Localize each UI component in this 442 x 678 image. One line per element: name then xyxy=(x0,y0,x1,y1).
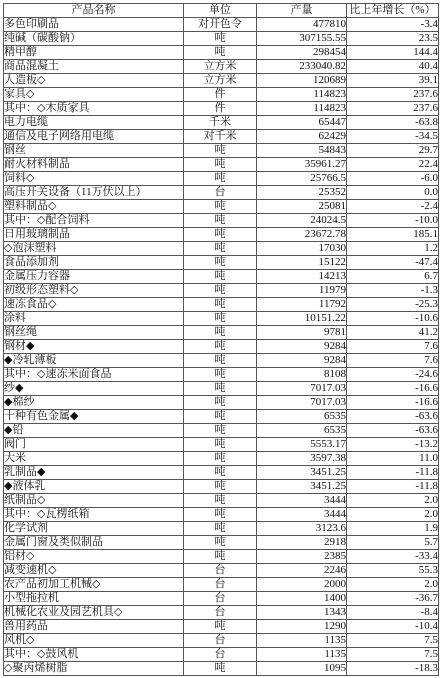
unit: 台 xyxy=(184,578,257,592)
table-row xyxy=(4,620,439,634)
table-row xyxy=(4,172,439,186)
growth: -63.6 xyxy=(347,424,439,438)
output: 3444 xyxy=(257,508,347,522)
table-row xyxy=(4,396,439,410)
output: 9781 xyxy=(257,326,347,340)
growth: -16.6 xyxy=(347,382,439,396)
unit: 吨 xyxy=(184,200,257,214)
table-row xyxy=(4,158,439,172)
unit: 吨 xyxy=(184,620,257,634)
unit: 对开色令 xyxy=(184,18,257,32)
product-name: 饲料◇ xyxy=(4,172,184,186)
product-name: 纱◆ xyxy=(4,382,184,396)
unit: 吨 xyxy=(184,466,257,480)
table-row xyxy=(4,592,439,606)
output: 3451.25 xyxy=(257,466,347,480)
table-row xyxy=(4,494,439,508)
output: 233040.82 xyxy=(257,60,347,74)
unit: 吨 xyxy=(184,550,257,564)
product-name: 初级形态塑料◇ xyxy=(4,284,184,298)
growth: -63.6 xyxy=(347,410,439,424)
product-name: ◇聚丙烯树脂 xyxy=(4,662,184,676)
output: 3597.38 xyxy=(257,452,347,466)
table-row xyxy=(4,298,439,312)
unit: 台 xyxy=(184,186,257,200)
output: 1290 xyxy=(257,620,347,634)
output: 62429 xyxy=(257,130,347,144)
growth: -11.8 xyxy=(347,466,439,480)
unit: 吨 xyxy=(184,172,257,186)
unit: 吨 xyxy=(184,410,257,424)
output: 5553.17 xyxy=(257,438,347,452)
unit: 吨 xyxy=(184,242,257,256)
growth: 11.0 xyxy=(347,452,439,466)
product-name: 钢丝绳 xyxy=(4,326,184,340)
growth: 7.5 xyxy=(347,634,439,648)
growth: -16.6 xyxy=(347,396,439,410)
product-output-table xyxy=(3,3,439,676)
unit: 吨 xyxy=(184,158,257,172)
product-name: 钢丝 xyxy=(4,144,184,158)
product-name: 商品混凝土 xyxy=(4,60,184,74)
unit: 立方米 xyxy=(184,74,257,88)
table-row xyxy=(4,326,439,340)
growth: -10.4 xyxy=(347,620,439,634)
product-name: ◆铅 xyxy=(4,424,184,438)
growth: -47.4 xyxy=(347,256,439,270)
output: 35961.27 xyxy=(257,158,347,172)
output: 120689 xyxy=(257,74,347,88)
header-unit: 单位 xyxy=(184,4,257,18)
output: 1135 xyxy=(257,634,347,648)
product-name: 塑料制品◇ xyxy=(4,200,184,214)
table-row xyxy=(4,452,439,466)
growth: 0.0 xyxy=(347,186,439,200)
table-row xyxy=(4,480,439,494)
product-name: 日用玻璃制品 xyxy=(4,228,184,242)
table-row xyxy=(4,340,439,354)
growth: -3.4 xyxy=(347,18,439,32)
growth: -33.4 xyxy=(347,550,439,564)
output: 15122 xyxy=(257,256,347,270)
table-row xyxy=(4,116,439,130)
table-row xyxy=(4,368,439,382)
table-row xyxy=(4,634,439,648)
output: 6535 xyxy=(257,424,347,438)
unit: 吨 xyxy=(184,326,257,340)
growth: -34.5 xyxy=(347,130,439,144)
product-name: 农产品初加工机械◇ xyxy=(4,578,184,592)
growth: 1.9 xyxy=(347,522,439,536)
table-row xyxy=(4,270,439,284)
growth: -2.4 xyxy=(347,200,439,214)
product-name: 金属压力容器 xyxy=(4,270,184,284)
unit: 台 xyxy=(184,564,257,578)
table-row xyxy=(4,522,439,536)
growth: 6.7 xyxy=(347,270,439,284)
output: 1343 xyxy=(257,606,347,620)
output: 3123.6 xyxy=(257,522,347,536)
output: 14213 xyxy=(257,270,347,284)
table-row xyxy=(4,130,439,144)
table-row xyxy=(4,18,439,32)
unit: 吨 xyxy=(184,494,257,508)
product-name: 人造板◇ xyxy=(4,74,184,88)
unit: 吨 xyxy=(184,382,257,396)
growth: 2.0 xyxy=(347,494,439,508)
unit: 吨 xyxy=(184,452,257,466)
output: 24024.5 xyxy=(257,214,347,228)
unit: 台 xyxy=(184,634,257,648)
product-name: 十种有色金属◆ xyxy=(4,410,184,424)
unit: 吨 xyxy=(184,508,257,522)
output: 3451.25 xyxy=(257,480,347,494)
table-row xyxy=(4,312,439,326)
unit: 件 xyxy=(184,88,257,102)
table-row xyxy=(4,74,439,88)
output: 23672.78 xyxy=(257,228,347,242)
unit: 千米 xyxy=(184,116,257,130)
product-name: 食品添加剂 xyxy=(4,256,184,270)
growth: 237.6 xyxy=(347,88,439,102)
table-row xyxy=(4,536,439,550)
table-row xyxy=(4,382,439,396)
growth: 7.5 xyxy=(347,648,439,662)
unit: 吨 xyxy=(184,284,257,298)
unit: 吨 xyxy=(184,270,257,284)
growth: -1.3 xyxy=(347,284,439,298)
product-name: 纯碱（碳酸钠） xyxy=(4,32,184,46)
output: 25081 xyxy=(257,200,347,214)
header-product-name: 产品名称 xyxy=(4,4,184,18)
product-name: 速冻食品◇ xyxy=(4,298,184,312)
table-row xyxy=(4,564,439,578)
product-name: ◇泡沫塑料 xyxy=(4,242,184,256)
output: 114823 xyxy=(257,102,347,116)
unit: 吨 xyxy=(184,424,257,438)
product-name: 风机◇ xyxy=(4,634,184,648)
unit: 吨 xyxy=(184,480,257,494)
table-row xyxy=(4,144,439,158)
unit: 吨 xyxy=(184,144,257,158)
product-name: 钢材◆ xyxy=(4,340,184,354)
product-name: 铝材◇ xyxy=(4,550,184,564)
product-name: 其中：◇瓦楞纸箱 xyxy=(4,508,184,522)
output: 477810 xyxy=(257,18,347,32)
growth: 5.7 xyxy=(347,536,439,550)
growth: -18.3 xyxy=(347,662,439,676)
product-name: 纸制品◇ xyxy=(4,494,184,508)
growth: 144.4 xyxy=(347,46,439,60)
product-name: 兽用药品 xyxy=(4,620,184,634)
growth: 39.1 xyxy=(347,74,439,88)
unit: 吨 xyxy=(184,522,257,536)
unit: 吨 xyxy=(184,312,257,326)
table-row xyxy=(4,284,439,298)
output: 25766.5 xyxy=(257,172,347,186)
table-row xyxy=(4,508,439,522)
table-row xyxy=(4,550,439,564)
growth: 29.7 xyxy=(347,144,439,158)
product-name: 涂料 xyxy=(4,312,184,326)
product-name: 其中：◇配合饲料 xyxy=(4,214,184,228)
unit: 吨 xyxy=(184,536,257,550)
product-name: 金属门窗及类似制品 xyxy=(4,536,184,550)
output: 2246 xyxy=(257,564,347,578)
output: 9284 xyxy=(257,354,347,368)
unit: 吨 xyxy=(184,228,257,242)
product-name: 小型拖拉机 xyxy=(4,592,184,606)
growth: 237.6 xyxy=(347,102,439,116)
product-name: ◆冷轧薄板 xyxy=(4,354,184,368)
header-growth: 比上年增长（%） xyxy=(347,4,439,18)
output: 11792 xyxy=(257,298,347,312)
table-row xyxy=(4,662,439,676)
growth: -63.8 xyxy=(347,116,439,130)
unit: 吨 xyxy=(184,438,257,452)
unit: 吨 xyxy=(184,298,257,312)
unit: 吨 xyxy=(184,662,257,676)
unit: 吨 xyxy=(184,214,257,228)
output: 307155.55 xyxy=(257,32,347,46)
growth: 185.1 xyxy=(347,228,439,242)
product-name: 精甲醇 xyxy=(4,46,184,60)
output: 7017.03 xyxy=(257,382,347,396)
product-name: 其中：◇鼓风机 xyxy=(4,648,184,662)
table-row xyxy=(4,186,439,200)
table-row xyxy=(4,32,439,46)
growth: 40.4 xyxy=(347,60,439,74)
growth: 41.2 xyxy=(347,326,439,340)
table-row xyxy=(4,200,439,214)
table-row xyxy=(4,228,439,242)
unit: 吨 xyxy=(184,340,257,354)
output: 1095 xyxy=(257,662,347,676)
unit: 吨 xyxy=(184,368,257,382)
product-name: 乳制品◆ xyxy=(4,466,184,480)
output: 2000 xyxy=(257,578,347,592)
output: 7017.03 xyxy=(257,396,347,410)
output: 8108 xyxy=(257,368,347,382)
unit: 吨 xyxy=(184,256,257,270)
growth: 22.4 xyxy=(347,158,439,172)
table-row xyxy=(4,46,439,60)
unit: 台 xyxy=(184,648,257,662)
table-row xyxy=(4,214,439,228)
table-row xyxy=(4,606,439,620)
table-row xyxy=(4,648,439,662)
output: 11979 xyxy=(257,284,347,298)
table-row xyxy=(4,578,439,592)
output: 298454 xyxy=(257,46,347,60)
unit: 台 xyxy=(184,592,257,606)
table-row xyxy=(4,242,439,256)
growth: -11.8 xyxy=(347,480,439,494)
product-name: 耐火材料制品 xyxy=(4,158,184,172)
product-name: 其中：◇木质家具 xyxy=(4,102,184,116)
table-row xyxy=(4,410,439,424)
product-name: 机械化农业及园艺机具◇ xyxy=(4,606,184,620)
output: 65447 xyxy=(257,116,347,130)
output: 2385 xyxy=(257,550,347,564)
output: 6535 xyxy=(257,410,347,424)
output: 10151.22 xyxy=(257,312,347,326)
output: 1135 xyxy=(257,648,347,662)
table-row xyxy=(4,256,439,270)
product-name: 电力电缆 xyxy=(4,116,184,130)
output: 9284 xyxy=(257,340,347,354)
growth: 7.6 xyxy=(347,354,439,368)
table-row xyxy=(4,438,439,452)
growth: 2.0 xyxy=(347,508,439,522)
product-name: ◆棉纱 xyxy=(4,396,184,410)
unit: 吨 xyxy=(184,32,257,46)
growth: -10.6 xyxy=(347,312,439,326)
product-name: 高压开关设备（11万伏以上） xyxy=(4,186,184,200)
growth: -24.6 xyxy=(347,368,439,382)
unit: 吨 xyxy=(184,46,257,60)
growth: -6.0 xyxy=(347,172,439,186)
growth: 55.3 xyxy=(347,564,439,578)
table-row xyxy=(4,466,439,480)
product-name: 阀门 xyxy=(4,438,184,452)
growth: 23.5 xyxy=(347,32,439,46)
unit: 件 xyxy=(184,102,257,116)
product-name: 减变速机◇ xyxy=(4,564,184,578)
product-name: 多色印刷品 xyxy=(4,18,184,32)
output: 2918 xyxy=(257,536,347,550)
growth: 2.0 xyxy=(347,578,439,592)
output: 3444 xyxy=(257,494,347,508)
table-row xyxy=(4,60,439,74)
unit: 台 xyxy=(184,606,257,620)
growth: 7.6 xyxy=(347,340,439,354)
table-row xyxy=(4,102,439,116)
growth: -8.4 xyxy=(347,606,439,620)
output: 17030 xyxy=(257,242,347,256)
table-row xyxy=(4,354,439,368)
product-name: ◆液体乳 xyxy=(4,480,184,494)
unit: 对千米 xyxy=(184,130,257,144)
header-row xyxy=(4,4,439,18)
growth: -36.7 xyxy=(347,592,439,606)
unit: 立方米 xyxy=(184,60,257,74)
growth: -10.0 xyxy=(347,214,439,228)
table-row xyxy=(4,424,439,438)
growth: 1.2 xyxy=(347,242,439,256)
product-name: 化学试剂 xyxy=(4,522,184,536)
growth: -13.2 xyxy=(347,438,439,452)
header-output: 产量 xyxy=(257,4,347,18)
table-row xyxy=(4,88,439,102)
product-name: 家具◇ xyxy=(4,88,184,102)
growth: -25.3 xyxy=(347,298,439,312)
output: 114823 xyxy=(257,88,347,102)
product-name: 通信及电子网络用电缆 xyxy=(4,130,184,144)
output: 1400 xyxy=(257,592,347,606)
product-name: 大米 xyxy=(4,452,184,466)
output: 25352 xyxy=(257,186,347,200)
unit: 吨 xyxy=(184,354,257,368)
output: 54843 xyxy=(257,144,347,158)
unit: 吨 xyxy=(184,396,257,410)
product-name: 其中：◇速冻米面食品 xyxy=(4,368,184,382)
